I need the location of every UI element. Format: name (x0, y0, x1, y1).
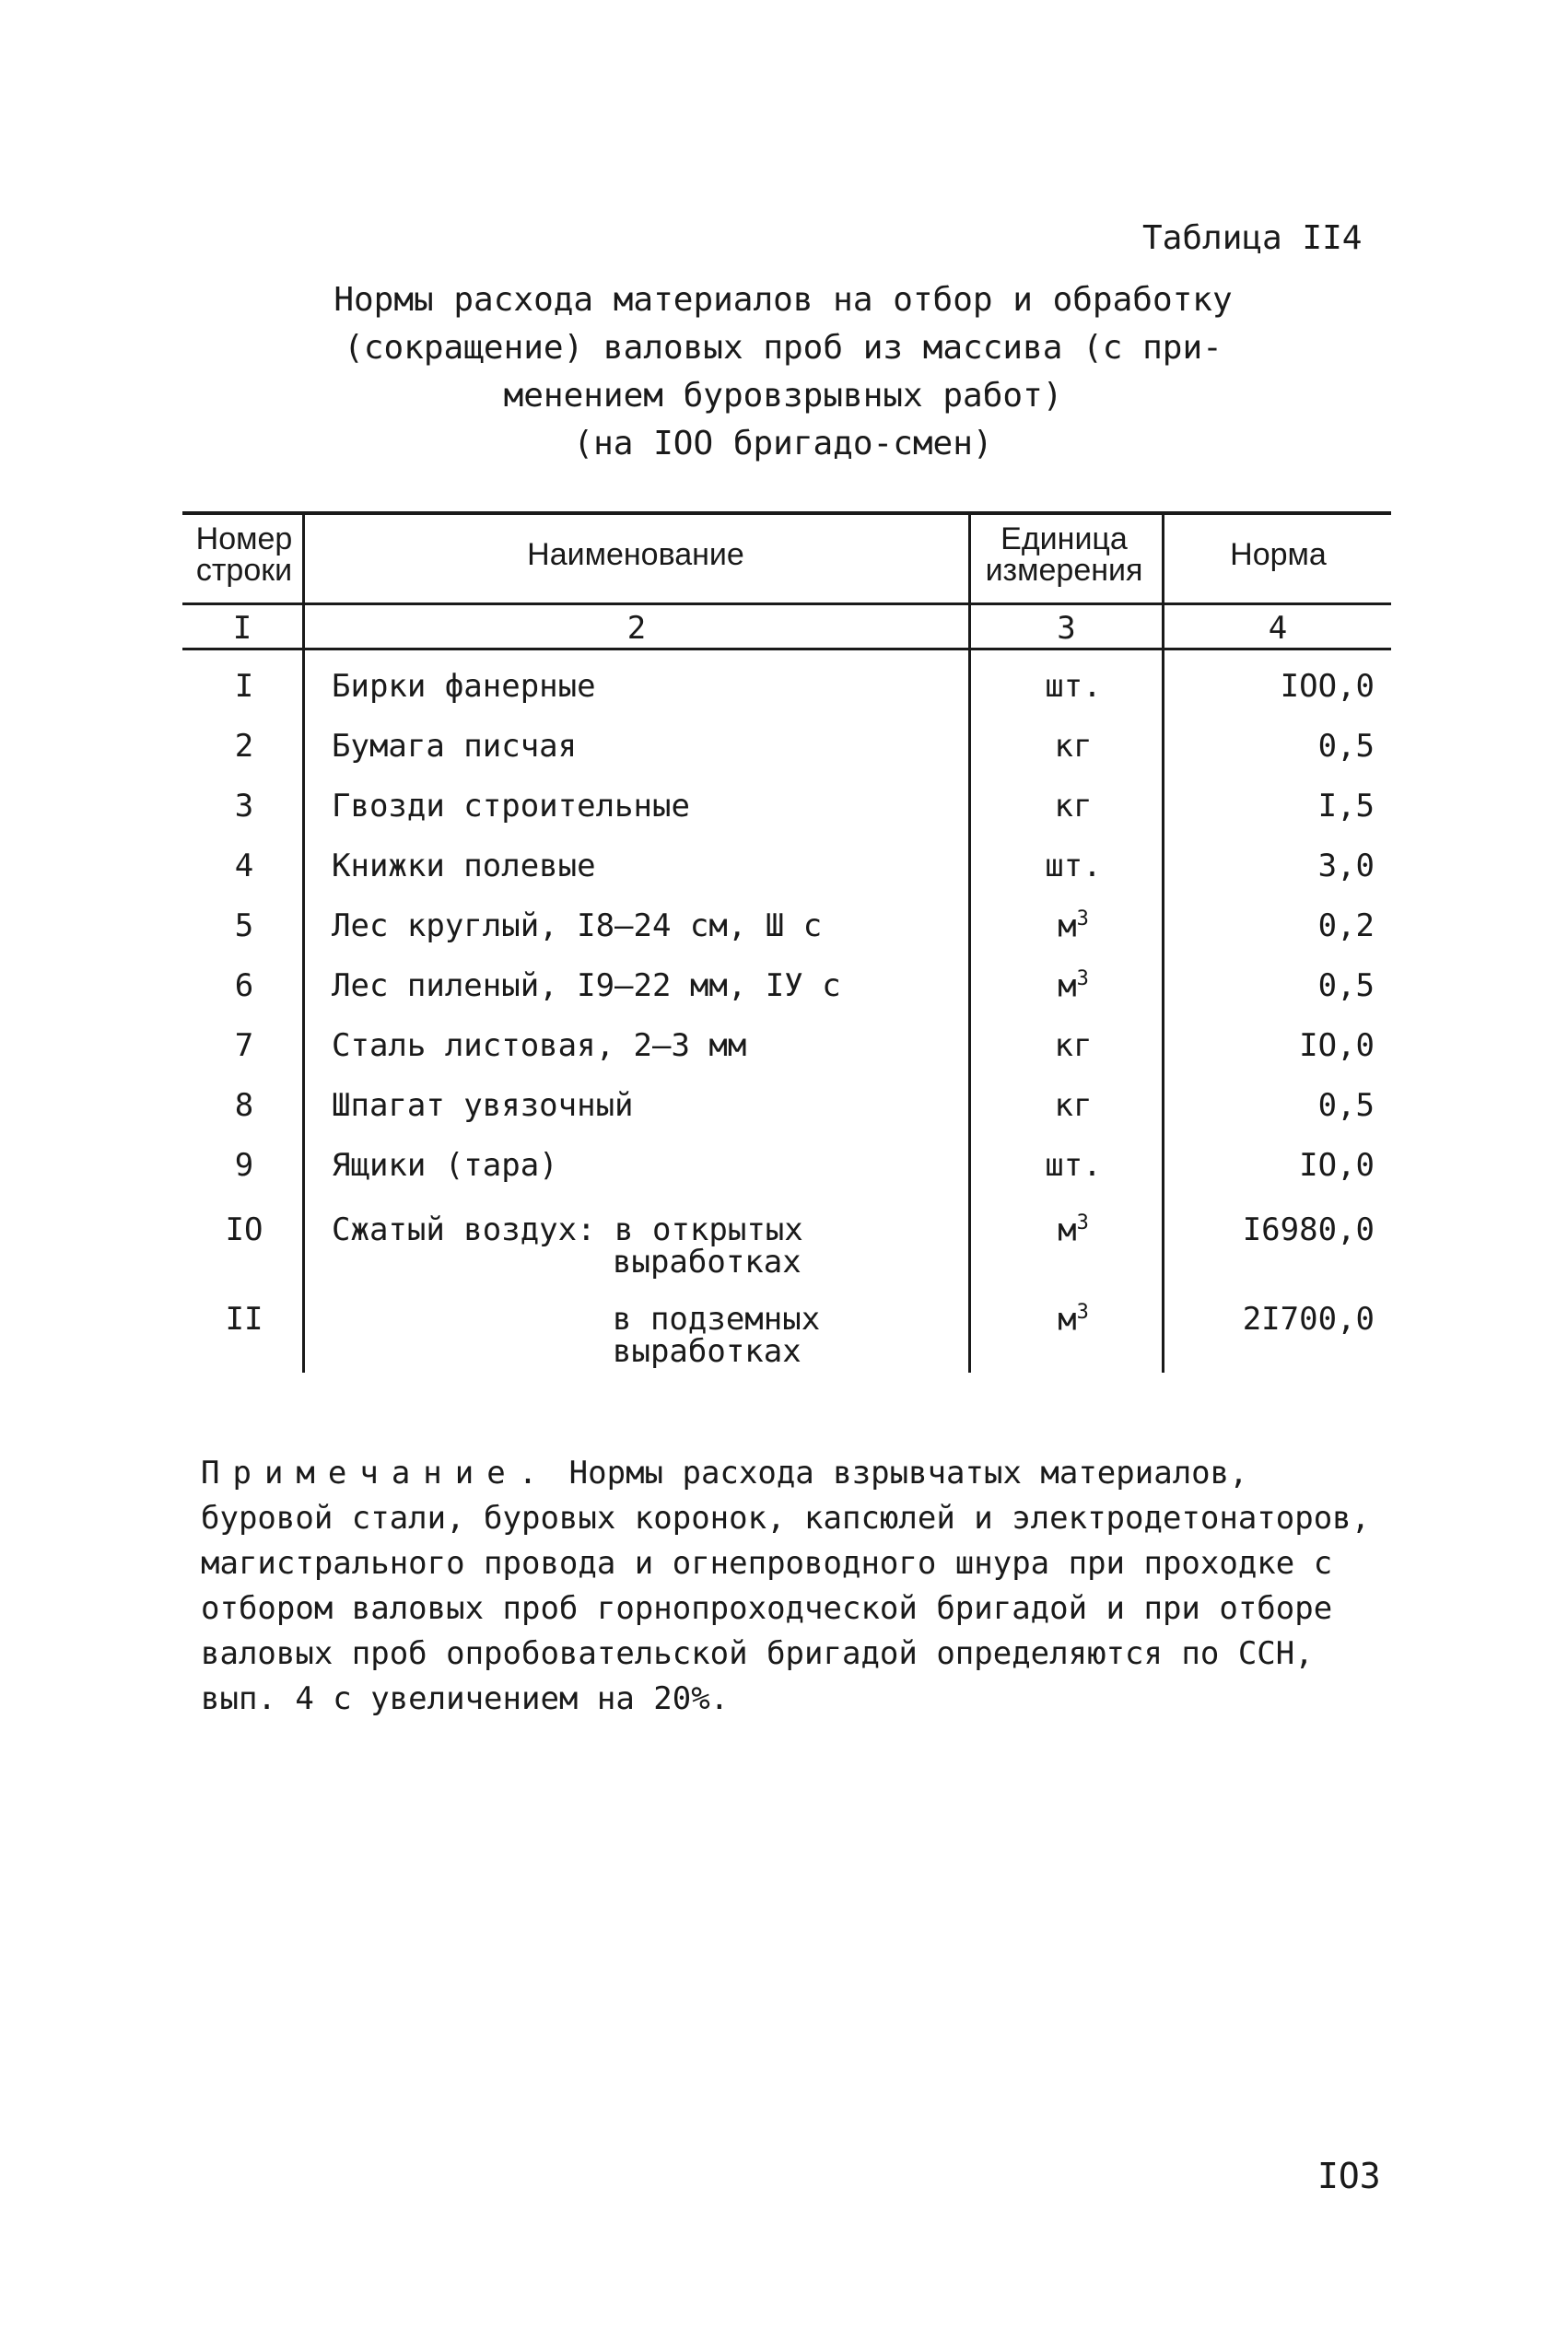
table-title-line-2: (сокращение) валовых проб из массива (с при- (344, 329, 1223, 367)
row-unit: $м^3$ (1058, 907, 1089, 945)
row-number: I (234, 668, 254, 705)
row-norm: 0,5 (1317, 967, 1375, 1004)
col-number-2: 2 (626, 610, 647, 647)
table-title-line-4: (на IOO бригадо-смен) (573, 425, 993, 462)
row-unit: $м^3$ (1058, 1301, 1089, 1339)
row-unit: шт. (1045, 668, 1102, 705)
row-unit: шт. (1045, 1147, 1102, 1184)
row-norm: I6980,0 (1242, 1211, 1375, 1248)
col-number-rule (182, 648, 1391, 650)
note-line-3: магистрального провода и огнепроводного шнура при проходке с (201, 1545, 1333, 1582)
row-norm: I,5 (1317, 788, 1375, 825)
row-name: Бирки фанерные (332, 668, 596, 705)
row-number: II (225, 1301, 263, 1338)
note-line-2: буровой стали, буровых коронок, капсюлей и электродетонаторов, (201, 1500, 1371, 1537)
row-name: Бумага писчая (332, 728, 578, 765)
row-norm: 0,5 (1317, 1087, 1375, 1124)
col-number-1: I (232, 610, 252, 647)
row-name: Сжатый воздух: в открытых (332, 1211, 803, 1248)
header-norm: Норма (1230, 537, 1327, 572)
row-norm: 0,5 (1317, 728, 1375, 765)
row-unit: кг (1054, 1087, 1093, 1124)
note-label: Примечание. (201, 1455, 551, 1492)
row-unit: кг (1054, 1027, 1093, 1064)
row-name-continued: выработках (613, 1333, 802, 1370)
col-number-3: 3 (1057, 610, 1076, 647)
row-unit: $м^3$ (1058, 1211, 1089, 1249)
row-norm: IO,0 (1299, 1027, 1375, 1064)
row-unit: кг (1054, 788, 1093, 825)
row-number: IO (225, 1211, 263, 1248)
row-name: Лес пиленый, I9–22 мм, IУ с (332, 967, 841, 1004)
table-label: Таблица II4 (1142, 219, 1363, 257)
row-name: Ящики (тара) (332, 1147, 558, 1184)
row-number: 9 (234, 1147, 254, 1184)
row-name-continued: выработках (613, 1244, 802, 1281)
note-line-1: Примечание. Нормы расхода взрывчатых материалов, (201, 1455, 1248, 1492)
header-unit: Единица измерения (985, 521, 1143, 588)
row-unit: $м^3$ (1058, 967, 1089, 1005)
note-line-4: отбором валовых проб горнопроходческой бригадой и при отборе (201, 1590, 1333, 1627)
header-bottom-rule (182, 602, 1391, 605)
row-unit: шт. (1045, 848, 1102, 884)
table-title-line-3: менением буровзрывных работ) (503, 377, 1063, 415)
row-unit: кг (1054, 728, 1093, 765)
col-number-4: 4 (1268, 610, 1288, 647)
note-line-6: вып. 4 с увеличением на 20%. (201, 1680, 730, 1717)
row-norm: IOO,0 (1280, 668, 1375, 705)
header-name: Наименование (527, 537, 744, 572)
row-number: 8 (234, 1087, 254, 1124)
row-number: 2 (234, 728, 254, 765)
row-name: Книжки полевые (332, 848, 596, 884)
row-norm: 0,2 (1317, 907, 1375, 944)
row-name: Гвозди строительные (332, 788, 690, 825)
row-number: 3 (234, 788, 254, 825)
row-norm: 3,0 (1317, 848, 1375, 884)
note-line-5: валовых проб опробовательской бригадой определяются по ССН, (201, 1635, 1314, 1672)
table-title-line-1: Нормы расхода материалов на отбор и обработку (333, 281, 1233, 319)
row-norm: 2I700,0 (1242, 1301, 1375, 1338)
row-number: 4 (234, 848, 254, 884)
row-name: Шпагат увязочный (332, 1087, 634, 1124)
row-name: в подземных (613, 1301, 821, 1338)
row-norm: IO,0 (1299, 1147, 1375, 1184)
row-number: 6 (234, 967, 254, 1004)
header-row-number: Номер строки (195, 521, 293, 588)
row-name: Сталь листовая, 2–3 мм (332, 1027, 747, 1064)
page-number: IO3 (1317, 2156, 1381, 2196)
row-number: 5 (234, 907, 254, 944)
row-name: Лес круглый, I8–24 см, Ш с (332, 907, 823, 944)
table-top-rule (182, 511, 1391, 515)
row-number: 7 (234, 1027, 254, 1064)
